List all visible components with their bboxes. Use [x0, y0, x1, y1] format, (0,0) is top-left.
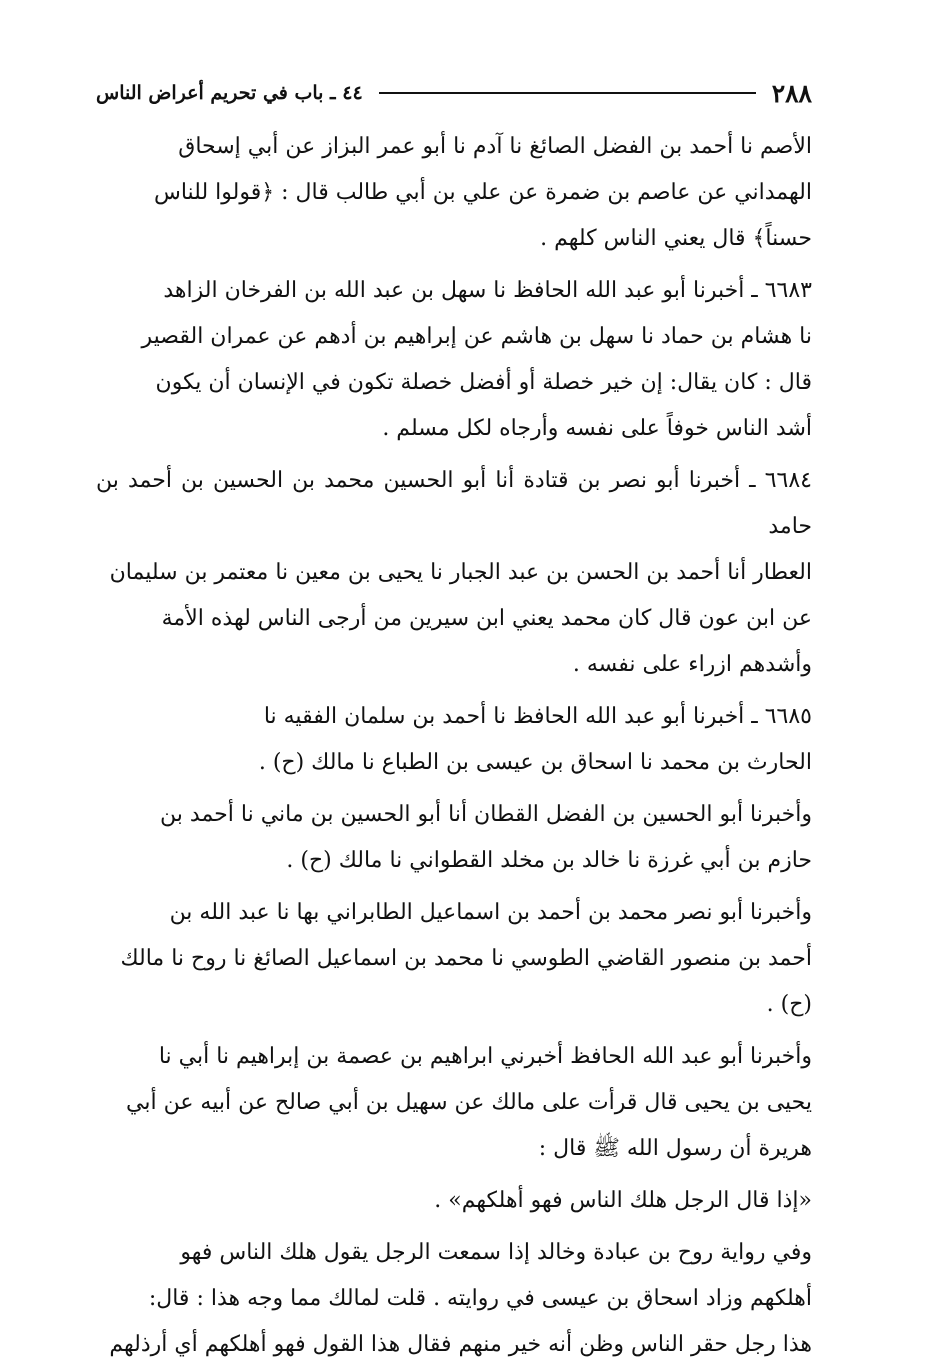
- paragraph-chain-4: وأخبرنا أبو عبد الله الحافظ أخبرني ابراهيم بن عصمة بن إبراهيم نا أبي نا يحيى بن يحيى قال قرأت على مالك عن سهيل بن أبي صالح عن أبيه عن أبي هريرة أن رسول الله ﷺ قال :: [126, 1044, 812, 1161]
- paragraph-hadith-text: «إذا قال الرجل هلك الناس فهو أهلكهم» .: [434, 1188, 812, 1213]
- page-number: ٢٨٨: [771, 78, 812, 108]
- paragraph-commentary: وفي رواية روح بن عبادة وخالد إذا سمعت الرجل يقول هلك الناس فهو أهلكهم وزاد اسحاق بن عيسى في روايته . قلت لمالك مما وجه هذا : قال: هذا رجل حقر الناس وظن أنه خير منهم فقال هذا القول فهو أهلكهم أي أرذلهم: [109, 1240, 812, 1357]
- paragraph-chain-2: وأخبرنا أبو الحسين بن الفضل القطان أنا أبو الحسين بن ماني نا أحمد بن حازم بن أبي غرزة نا خالد بن مخلد القطواني نا مالك (ح) .: [160, 802, 812, 873]
- header-rule: [379, 92, 756, 94]
- paragraph-hadith-6685: ٦٦٨٥ ـ أخبرنا أبو عبد الله الحافظ نا أحمد بن سلمان الفقيه نا الحارث بن محمد نا اسحاق بن عيسى بن الطباع نا مالك (ح) .: [258, 704, 812, 775]
- paragraph-chain-3: وأخبرنا أبو نصر محمد بن أحمد بن اسماعيل الطابراني بها نا عبد الله بن أحمد بن منصور القاضي الطوسي نا محمد بن اسماعيل الصائغ نا روح نا مالك (ح) .: [120, 900, 812, 1017]
- chapter-title: ٤٤ ـ باب في تحريم أعراض الناس: [96, 82, 363, 104]
- paragraph-hadith-6684: ٦٦٨٤ ـ أخبرنا أبو نصر بن قتادة أنا أبو الحسين محمد بن الحسين بن أحمد بن حامد العطار أنا أحمد بن الحسن بن عبد الجبار نا يحيى بن معين نا معتمر بن سليمان عن ابن عون قال كان محمد يعني ابن سيرين من أرجى الناس لهذه الأمة وأشدهم ازراء على نفسه .: [96, 468, 812, 677]
- paragraph-continuation: الأصم نا أحمد بن الفضل الصائغ نا آدم نا أبو عمر البزاز عن أبي إسحاق الهمداني عن عاصم بن ضمرة عن علي بن أبي طالب قال : ﴿قولوا للناس حسناً﴾ قال يعني الناس كلهم .: [153, 134, 812, 251]
- running-header: [96, 72, 812, 114]
- body-text: [96, 124, 812, 1368]
- paragraph-hadith-6683: ٦٦٨٣ ـ أخبرنا أبو عبد الله الحافظ نا سهل بن عبد الله بن الفرخان الزاهد نا هشام بن حماد نا سهل بن هاشم عن إبراهيم بن أدهم عن عمران القصير قال : كان يقال: إن خير خصلة أو أفضل خصلة تكون في الإنسان أن يكون أشد الناس خوفاً على نفسه وأرجاه لكل مسلم .: [141, 278, 812, 441]
